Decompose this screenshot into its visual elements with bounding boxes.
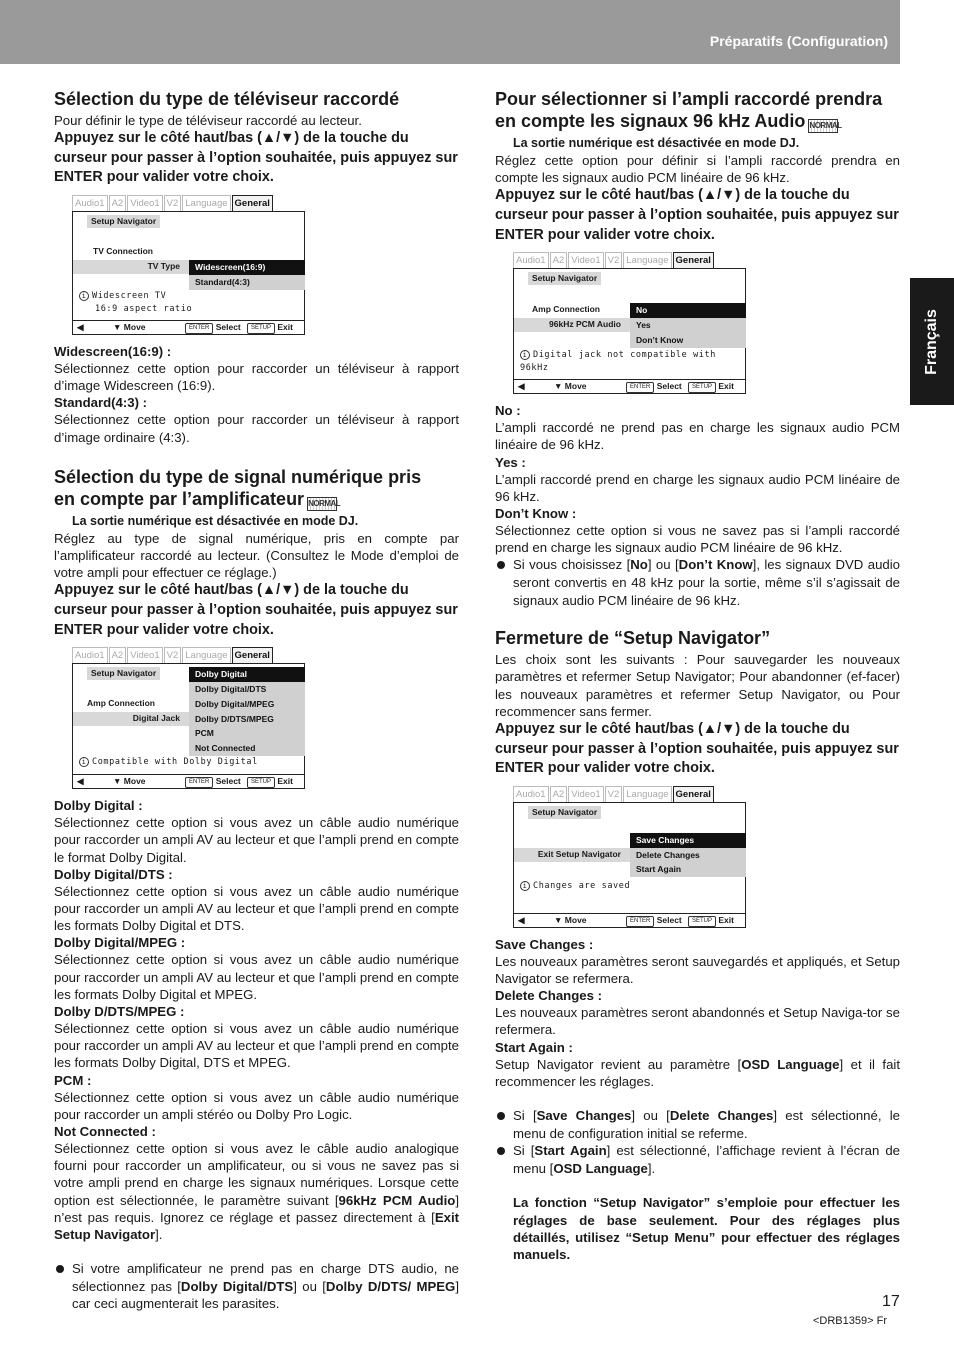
text-strong: Start Again xyxy=(534,1143,607,1159)
setup-navigator-label: Setup Navigator xyxy=(528,806,601,819)
select-label: Select xyxy=(656,381,682,392)
language-tab-label: Français xyxy=(923,308,940,375)
option-start-again: Start Again xyxy=(636,864,682,875)
setup-key: SETUP xyxy=(688,916,716,927)
96k-item-term: Yes : xyxy=(495,454,526,470)
info-icon: i xyxy=(520,350,530,360)
text-run: ]. xyxy=(647,1160,656,1176)
text-run: ] ou [ xyxy=(293,1278,326,1294)
digital-item-desc: Sélectionnez cette option si vous avez un câble audio numérique pour raccorder un ampli AV au lecteur et que l’ampli prend en compte les formats Dolby Digital, DTS et MPEG. xyxy=(54,1021,459,1071)
row-label: Exit Setup Navigator xyxy=(537,848,621,859)
select-label: Select xyxy=(656,914,682,925)
close-intro: Les choix sont les suivants : Pour sauvegarder les nouveaux paramètres et refermer Setup Navigator; Pour abandonner (ef-facer) les nouveaux paramètres et refermer Setup Navigator, ou Pour recommencer sans fermer. xyxy=(495,652,900,719)
normal-mode-badge: NORMAL xyxy=(307,497,337,511)
down-arrow-icon: ▼ xyxy=(554,381,563,392)
option-item: PCM xyxy=(195,728,214,739)
screen-box xyxy=(513,268,746,394)
digital-item-term: Dolby Digital/DTS : xyxy=(54,866,173,882)
screen-tabs xyxy=(513,251,746,268)
start-again-term: Start Again : xyxy=(495,1039,573,1055)
group-label: Amp Connection xyxy=(87,698,155,709)
option-item: Dolby Digital/DTS xyxy=(195,683,267,694)
down-arrow-icon: ▼ xyxy=(113,776,122,787)
96k-screen xyxy=(513,251,746,394)
text-run: Setup Navigator revient au paramètre [ xyxy=(495,1056,742,1072)
screen-tabs xyxy=(72,646,305,663)
enter-key: ENTER xyxy=(185,777,213,788)
96k-item-term: Don’t Know : xyxy=(495,506,577,521)
setup-navigator-label: Setup Navigator xyxy=(528,272,601,285)
screen-footer xyxy=(73,774,304,788)
option-item: Dolby D/DTS/MPEG xyxy=(195,713,274,724)
tv-section-title: Sélection du type de téléviseur raccordé xyxy=(54,89,400,109)
text-run: ]. xyxy=(155,1227,163,1243)
info-icon: i xyxy=(79,757,89,767)
move-label: Move xyxy=(564,381,587,392)
text-strong: 96kHz PCM Audio xyxy=(338,1192,456,1208)
tab-video1: Video1 xyxy=(568,252,603,268)
option-standard: Standard(4:3) xyxy=(195,276,250,287)
tab-video1: Video1 xyxy=(127,195,162,211)
setup-navigator-note: La fonction “Setup Navigator” s’emploie pour effectuer les réglages de base seulement. Pour des réglages plus détaillés, utilisez “Setup Menu” pour effectuer des réglages manuels. xyxy=(513,1195,900,1262)
options-list xyxy=(630,303,746,347)
tab-a2: A2 xyxy=(550,786,568,802)
move-label: Move xyxy=(123,321,146,332)
close-section-title: Fermeture de “Setup Navigator” xyxy=(495,628,771,649)
tv-screen xyxy=(72,194,305,335)
info-line: Changes are saved xyxy=(533,880,631,891)
row-label: TV Type xyxy=(147,260,180,271)
tv-item-term: Widescreen(16:9) : xyxy=(54,343,172,359)
digital-item-term: PCM : xyxy=(54,1072,92,1088)
tv-item-term: Standard(4:3) : xyxy=(54,395,148,411)
exit-label: Exit xyxy=(277,321,293,332)
text-strong: Delete Changes xyxy=(669,1108,774,1123)
enter-key: ENTER xyxy=(626,916,654,927)
text-run: ], les signaux DVD audio seront convertis en 48 kHz pour la sortie, même s’il s’agissait de signaux audio PCM linéaire de 96 kHz. xyxy=(513,557,900,608)
text-strong: Exit Setup Navigator xyxy=(54,1209,459,1243)
tab-language: Language xyxy=(623,252,671,268)
setup-navigator-label: Setup Navigator xyxy=(87,215,160,228)
tab-v2: V2 xyxy=(605,786,623,802)
text-strong: OSD Language xyxy=(553,1160,648,1176)
move-hint xyxy=(113,321,146,334)
exit-hint xyxy=(247,321,293,334)
exit-label: Exit xyxy=(718,381,734,392)
tab-general: General xyxy=(232,195,273,211)
info-line: Compatible with Dolby Digital xyxy=(92,757,258,768)
move-hint xyxy=(554,914,587,927)
document-code: <DRB1359> Fr xyxy=(813,1315,887,1327)
info-line-2: 16:9 aspect ratio xyxy=(95,303,193,314)
down-arrow-icon: ▼ xyxy=(113,321,122,332)
text-run: Si vous choisissez [ xyxy=(513,557,631,573)
enter-key: ENTER xyxy=(626,382,654,393)
text-run: ] n’est pas requis. Ignorez ce réglage et passez directement à [ xyxy=(54,1192,459,1225)
close-item-term: Save Changes : xyxy=(495,936,594,952)
digital-screen xyxy=(72,646,305,789)
text-run: Si [ xyxy=(513,1143,535,1159)
move-hint xyxy=(554,380,587,393)
move-hint xyxy=(113,775,146,788)
option-widescreen: Widescreen(16:9) xyxy=(189,260,305,275)
tab-a2: A2 xyxy=(109,647,127,663)
move-label: Move xyxy=(123,776,146,787)
header-bar xyxy=(0,0,900,64)
text-strong: Save Changes xyxy=(536,1108,632,1123)
digital-item-term: Dolby Digital : xyxy=(54,798,143,814)
screen-box xyxy=(513,802,746,928)
dts-warning-bullet xyxy=(54,1260,459,1313)
96k-item-desc: L’ampli raccordé ne prend pas en charge les signaux audio PCM linéaire de 96 kHz. xyxy=(495,420,900,453)
digital-item-term: Dolby Digital/MPEG : xyxy=(54,935,186,951)
text-run: ] car ceci augmenterait les parasites. xyxy=(72,1278,459,1312)
section-title: Préparatifs (Configuration) xyxy=(709,33,888,49)
text-run: Sélectionnez cette option si vous avez le câble audio analogique fourni pour raccorder un amplificateur, ou si vous ne savez pas si votre ampli prend en charge les signaux numériques. Lorsque cette option est sélectionnée, le paramètre suivant [ xyxy=(54,1141,459,1208)
text-run: ] est sélectionné, le menu de configuration initial se referme. xyxy=(513,1108,900,1141)
select-hint xyxy=(626,380,682,393)
language-tab xyxy=(910,278,954,405)
digital-note: La sortie numérique est désactivée en mode DJ. xyxy=(72,513,359,528)
tv-item-desc: Sélectionnez cette option pour raccorder un téléviseur à rapport d’image ordinaire (4:3). xyxy=(54,412,459,445)
option-item: Not Connected xyxy=(195,743,256,754)
right-column xyxy=(495,88,900,1263)
tab-audio1: Audio1 xyxy=(513,252,549,268)
text-run: ] ou [ xyxy=(631,1108,670,1123)
tab-language: Language xyxy=(182,195,230,211)
left-arrow-icon: ◀ xyxy=(518,381,525,392)
setup-key: SETUP xyxy=(247,777,275,788)
options-list xyxy=(189,667,305,756)
left-column xyxy=(54,88,459,1313)
digital-intro: Réglez au type de signal numérique, pris en compte par l’amplificateur raccordé au lecteur. (Consultez le Mode d’emploi de votre ampli pour effectuer ce réglage.) xyxy=(54,530,459,581)
close-item-desc: Les nouveaux paramètres seront sauvegardés et appliqués, et Setup Navigator se refermera. xyxy=(495,953,900,986)
option-no: No xyxy=(630,303,746,318)
screen-box xyxy=(72,663,305,789)
screen-footer xyxy=(514,913,745,927)
screen-tabs xyxy=(72,194,305,211)
info-line: Digital jack not compatible with 96kHz xyxy=(520,350,716,374)
exit-label: Exit xyxy=(277,776,293,787)
setup-key: SETUP xyxy=(247,323,275,334)
left-arrow-icon: ◀ xyxy=(518,914,525,925)
96k-title-line-1: Pour sélectionner si l’ampli raccordé prendra xyxy=(495,89,883,109)
96k-bullet xyxy=(495,556,900,609)
setup-key: SETUP xyxy=(688,382,716,393)
tab-general: General xyxy=(673,786,714,802)
option-yes: Yes xyxy=(636,319,651,330)
left-arrow-icon: ◀ xyxy=(77,776,84,787)
close-item-term: Delete Changes : xyxy=(495,988,602,1004)
info-icon: i xyxy=(79,291,89,301)
tab-a2: A2 xyxy=(550,252,568,268)
not-connected-term: Not Connected : xyxy=(54,1124,156,1140)
group-label: Amp Connection xyxy=(532,304,600,315)
screen-box xyxy=(72,211,305,335)
96k-section-title xyxy=(495,88,900,133)
text-run: Si votre amplificateur ne prend pas en charge DTS audio, ne sélectionnez pas [ xyxy=(72,1261,459,1294)
tab-video1: Video1 xyxy=(127,647,162,663)
96k-item-desc: L’ampli raccordé prend en charge les signaux audio PCM linéaire de 96 kHz. xyxy=(495,471,900,504)
options-list xyxy=(189,260,305,290)
close-bullet-1 xyxy=(495,1107,900,1142)
screen-footer xyxy=(73,320,304,334)
96k-item-desc: Sélectionnez cette option si vous ne savez pas si l’ampli raccordé prend en charge les signaux audio PCM linéaire de 96 kHz. xyxy=(495,523,900,556)
row-label: 96kHz PCM Audio xyxy=(549,319,621,330)
close-item-desc: Les nouveaux paramètres seront abandonnés et Setup Naviga-tor se refermera. xyxy=(495,1005,900,1038)
option-dont-know: Don’t Know xyxy=(636,334,684,345)
text-strong: No xyxy=(630,557,648,573)
tab-v2: V2 xyxy=(164,647,182,663)
text-run: ] ou [ xyxy=(647,557,679,573)
info-text xyxy=(520,349,745,375)
text-strong: Dolby Digital/DTS xyxy=(180,1278,294,1294)
digital-item-desc: Sélectionnez cette option si vous avez un câble audio numérique pour raccorder un ampli AV au lecteur et que l’ampli prend en compte les formats Dolby Digital et MPEG. xyxy=(54,952,459,1002)
digital-item-desc: Sélectionnez cette option si vous avez un câble audio numérique pour raccorder un ampli stéréo ou Dolby Pro Logic. xyxy=(54,1089,459,1122)
tab-audio1: Audio1 xyxy=(72,195,108,211)
down-arrow-icon: ▼ xyxy=(554,914,563,925)
tab-language: Language xyxy=(623,786,671,802)
tv-intro: Pour définir le type de téléviseur raccordé au lecteur. xyxy=(54,113,362,128)
left-arrow-icon: ◀ xyxy=(77,321,84,332)
row-label: Digital Jack xyxy=(132,713,180,724)
screen-tabs xyxy=(513,785,746,802)
text-run: ] et il fait recommencer les réglages. xyxy=(495,1056,900,1089)
tv-item-desc: Sélectionnez cette option pour raccorder un téléviseur à rapport d’image Widescreen (16:9). xyxy=(54,360,459,394)
digital-item-desc: Sélectionnez cette option si vous avez un câble audio numérique pour raccorder un ampli AV au lecteur et que l’ampli prend en compte les formats Dolby Digital et DTS. xyxy=(54,883,459,934)
text-run: Si [ xyxy=(513,1108,537,1123)
normal-mode-badge: NORMAL xyxy=(808,119,838,133)
select-hint xyxy=(185,321,241,334)
96k-title-line-2: en compte les signaux 96 kHz Audio xyxy=(495,111,806,131)
tab-v2: V2 xyxy=(164,195,182,211)
enter-key: ENTER xyxy=(185,323,213,334)
info-text xyxy=(79,756,258,769)
tab-general: General xyxy=(232,647,273,663)
close-screen xyxy=(513,785,746,928)
option-item: Dolby Digital/MPEG xyxy=(195,698,275,709)
group-label: TV Connection xyxy=(93,245,153,256)
exit-hint xyxy=(688,914,734,927)
option-delete-changes: Delete Changes xyxy=(636,849,700,860)
select-label: Select xyxy=(215,776,241,787)
exit-hint xyxy=(688,380,734,393)
tab-general: General xyxy=(673,252,714,268)
select-hint xyxy=(185,775,241,788)
96k-note: La sortie numérique est désactivée en mode DJ. xyxy=(513,136,800,150)
move-label: Move xyxy=(564,914,587,925)
options-list xyxy=(630,833,746,877)
option-save-changes: Save Changes xyxy=(630,833,746,848)
info-text xyxy=(520,880,630,893)
select-label: Select xyxy=(215,321,241,332)
setup-navigator-label: Setup Navigator xyxy=(87,667,160,680)
text-strong: Dolby D/DTS/ MPEG xyxy=(325,1278,456,1294)
96k-instruction: Appuyez sur le côté haut/bas (▲/▼) de la touche du curseur pour passer à l’option souhaitée, puis appuyez sur ENTER pour valider votre choix. xyxy=(495,187,899,243)
close-instruction: Appuyez sur le côté haut/bas (▲/▼) de la touche du curseur pour passer à l’option souhaitée, puis appuyez sur ENTER pour valider votre choix. xyxy=(495,721,899,777)
screen-footer xyxy=(514,379,745,393)
exit-label: Exit xyxy=(718,914,734,925)
info-text xyxy=(79,290,192,316)
close-bullet-2 xyxy=(495,1142,900,1177)
tv-instruction: Appuyez sur le côté haut/bas (▲/▼) de la touche du curseur pour passer à l’option souhaitée, puis appuyez sur ENTER pour valider votre choix. xyxy=(54,130,458,186)
tab-a2: A2 xyxy=(109,195,127,211)
info-icon: i xyxy=(520,881,530,891)
start-again-desc xyxy=(495,1056,900,1090)
info-line-1: Widescreen TV xyxy=(92,290,167,301)
tab-audio1: Audio1 xyxy=(513,786,549,802)
digital-item-term: Dolby D/DTS/MPEG : xyxy=(54,1004,185,1020)
digital-title-line-2: en compte par l’amplificateur xyxy=(54,488,305,509)
96k-item-term: No : xyxy=(495,403,521,419)
tab-language: Language xyxy=(182,647,230,663)
page-number: 17 xyxy=(882,1293,900,1310)
digital-section-title xyxy=(54,466,459,511)
tab-v2: V2 xyxy=(605,252,623,268)
digital-instruction: Appuyez sur le côté haut/bas (▲/▼) de la touche du curseur pour passer à l’option souhaitée, puis appuyez sur ENTER pour valider votre choix. xyxy=(54,582,458,638)
96k-intro: Réglez cette option pour définir si l’ampli raccordé prendra en compte les signaux audio PCM linéaire de 96 kHz. xyxy=(495,153,900,186)
select-hint xyxy=(626,914,682,927)
option-item: Dolby Digital xyxy=(189,667,305,682)
digital-item-desc: Sélectionnez cette option si vous avez un câble audio numérique pour raccorder un ampli AV au lecteur et que l’ampli prend en compte le format Dolby Digital. xyxy=(54,815,459,865)
tab-audio1: Audio1 xyxy=(72,647,108,663)
tab-video1: Video1 xyxy=(568,786,603,802)
text-strong: Don’t Know xyxy=(678,557,753,573)
digital-title-line-1: Sélection du type de signal numérique pris xyxy=(54,466,422,487)
text-strong: OSD Language xyxy=(741,1056,840,1072)
exit-hint xyxy=(247,775,293,788)
not-connected-desc xyxy=(54,1140,459,1243)
text-run: ] est sélectionné, l’affichage revient à l’écran de menu [ xyxy=(513,1143,900,1176)
